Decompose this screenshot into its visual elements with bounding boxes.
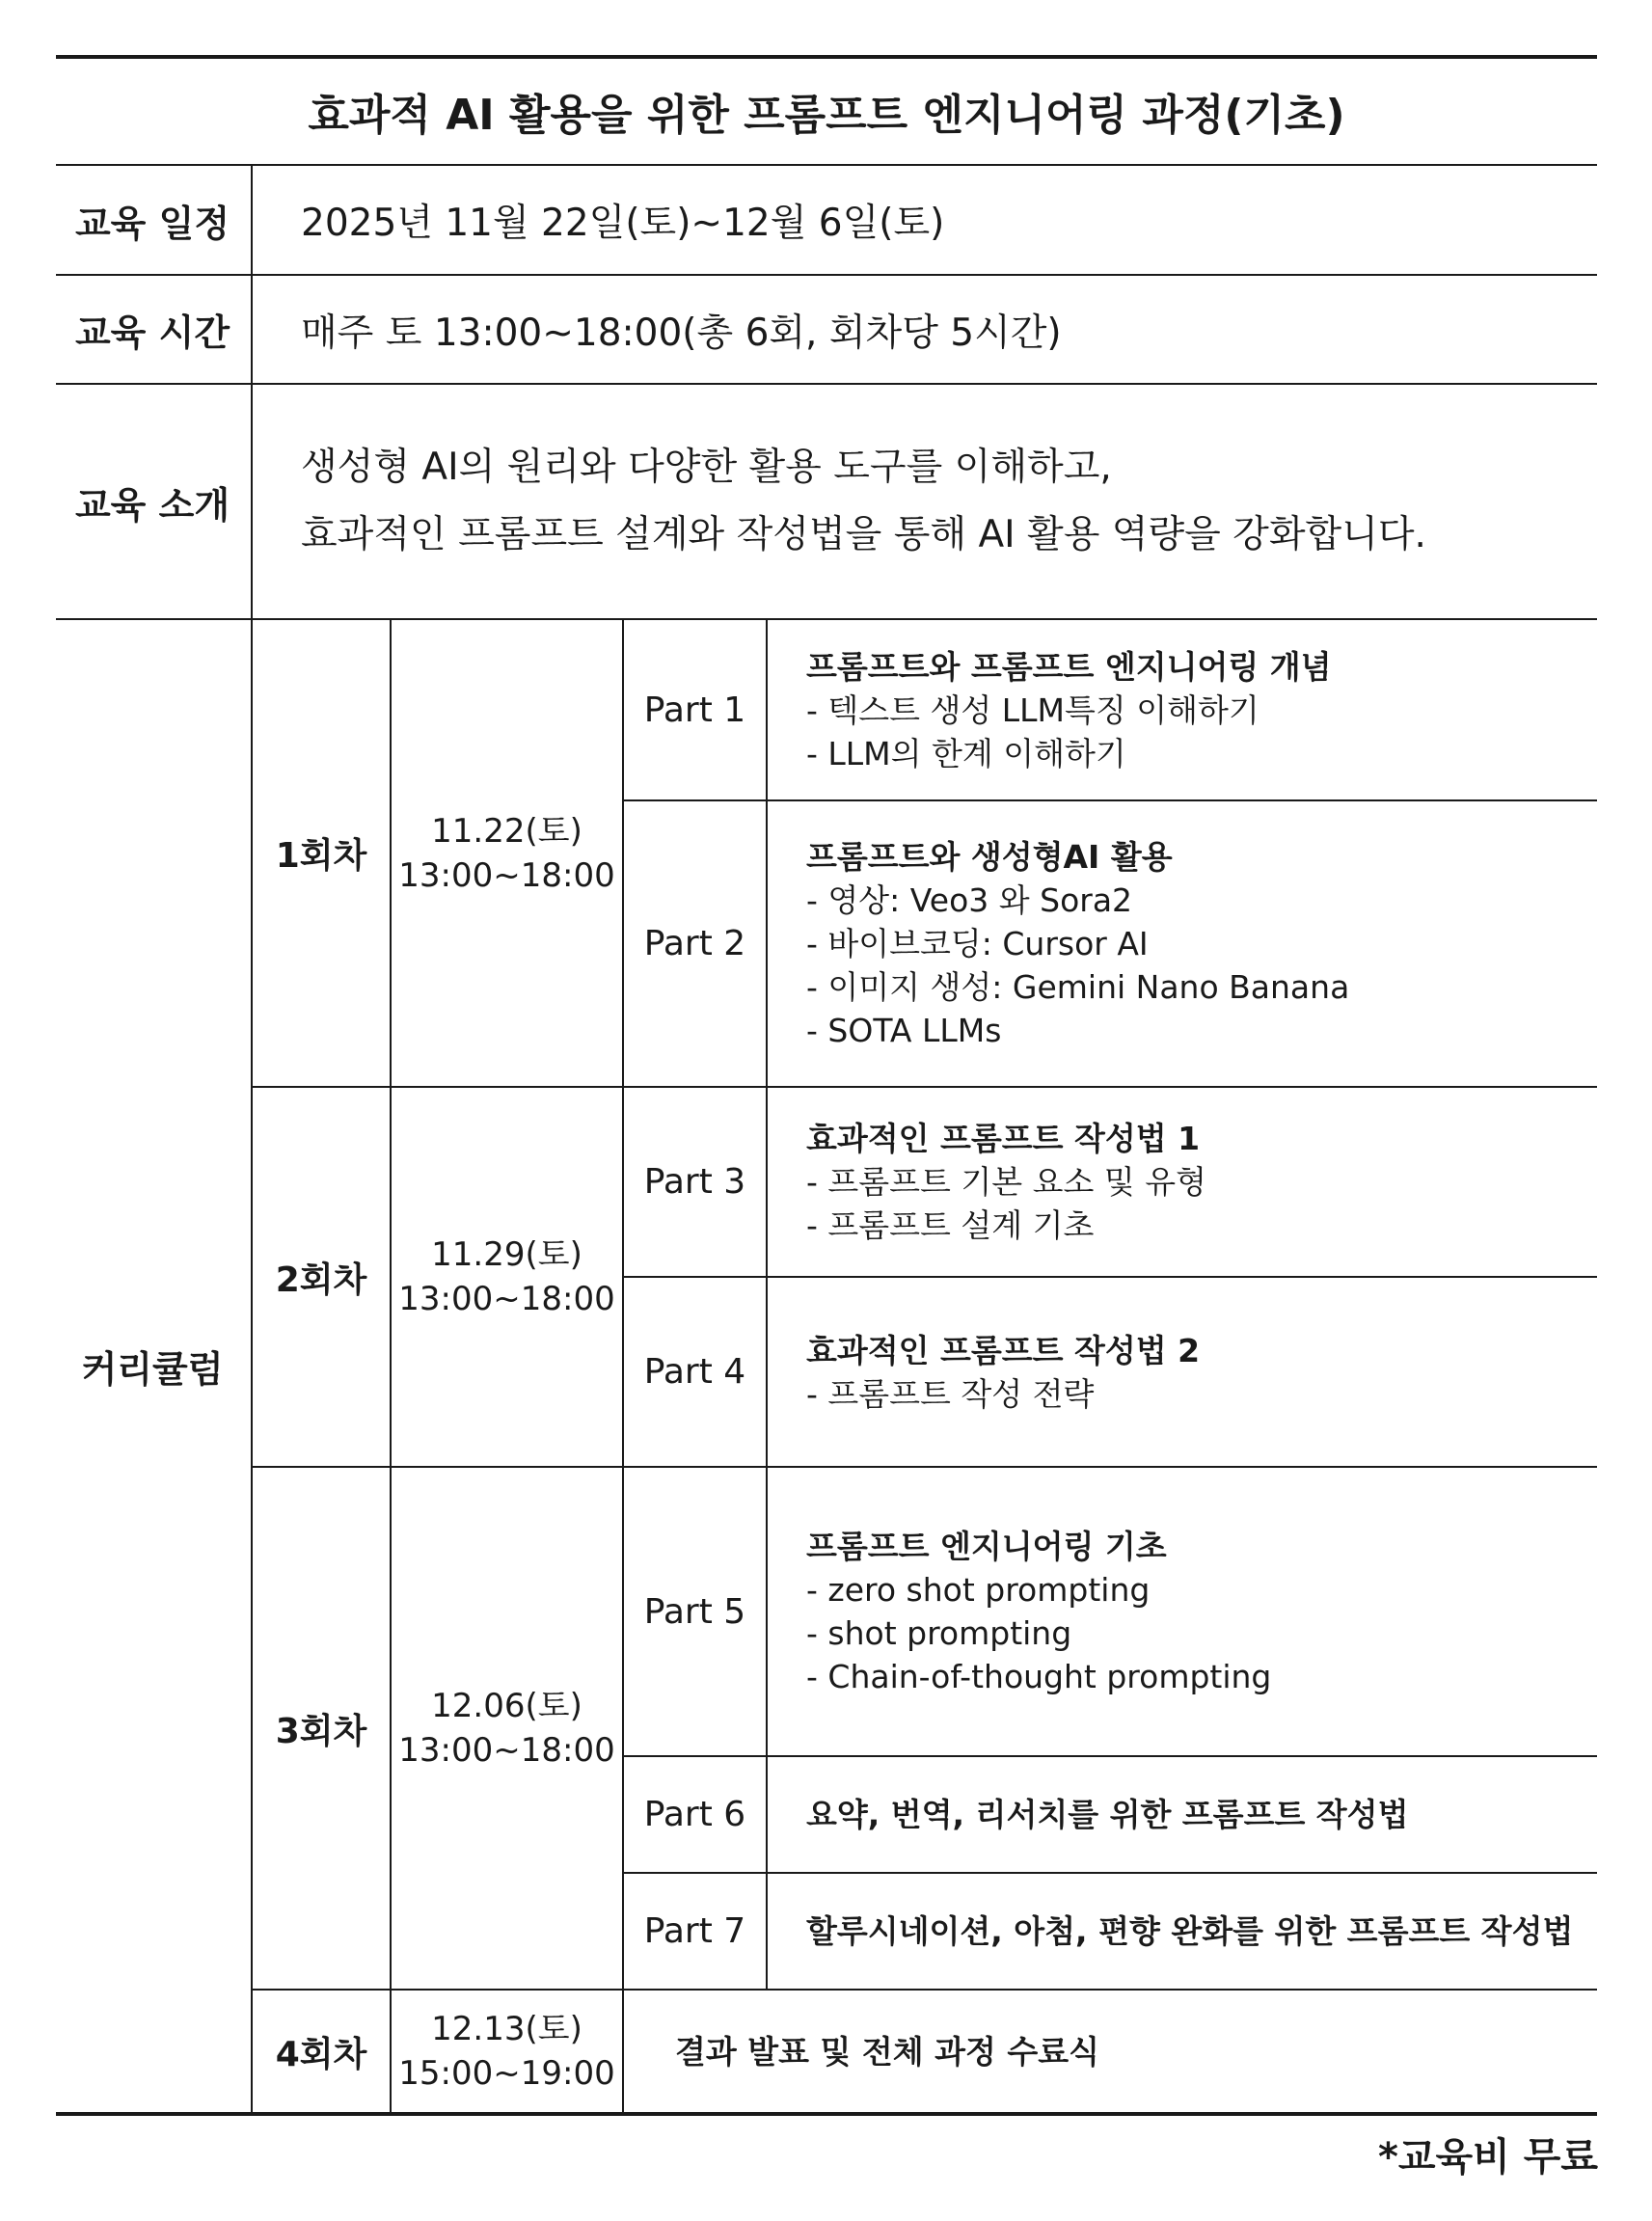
time-value: 매주 토 13:00~18:00(총 6회, 회차당 5시간)	[301, 311, 1062, 355]
session-name: 1회차	[275, 836, 367, 876]
schedule-label: 교육 일정	[74, 202, 230, 245]
part-label: Part 7	[643, 1911, 746, 1951]
part-title: 효과적인 프롬프트 작성법 2	[806, 1331, 1201, 1369]
part-bullet: - 바이브코딩: Cursor AI	[806, 925, 1149, 962]
part-content	[806, 1088, 1587, 1276]
part-title: 프롬프트와 프롬프트 엔지니어링 개념	[806, 647, 1332, 686]
part-title: 프롬프트 엔지니어링 기초	[806, 1528, 1167, 1565]
part-bullet: - LLM의 한계 이해하기	[806, 734, 1126, 772]
part-bullet: - Chain-of-thought prompting	[806, 1658, 1272, 1695]
part-bullet: - 텍스트 생성 LLM특징 이해하기	[806, 691, 1259, 729]
session-content	[675, 1991, 1582, 2112]
part-title: 프롬프트와 생성형AI 활용	[806, 838, 1173, 876]
part-bullet: - 프롬프트 작성 전략	[806, 1374, 1095, 1413]
part-bullet: - SOTA LLMs	[806, 1012, 1002, 1049]
part-content	[806, 1468, 1587, 1755]
column-divider	[766, 618, 768, 1991]
session-time: 13:00~18:00	[398, 1731, 615, 1770]
bottom-border	[56, 2112, 1597, 2116]
session-time: 15:00~19:00	[398, 2054, 615, 2093]
part-content	[806, 620, 1587, 799]
part-bullet: - 영상: Veo3 와 Sora2	[806, 881, 1133, 919]
session-day: 11.22(토)	[431, 811, 582, 851]
session-day: 12.13(토)	[431, 2010, 582, 2048]
session-name: 2회차	[275, 1259, 367, 1300]
session-date	[392, 620, 622, 1086]
tuition-footnote: *교육비 무료	[1377, 2134, 1598, 2180]
session-time: 13:00~18:00	[398, 1280, 615, 1318]
schedule-value: 2025년 11월 22일(토)~12월 6일(토)	[301, 202, 945, 245]
part-content	[806, 1874, 1592, 1989]
part-label: Part 4	[643, 1352, 746, 1392]
part-label: Part 6	[643, 1795, 746, 1834]
closing-ceremony-text: 결과 발표 및 전체 과정 수료식	[675, 2032, 1099, 2071]
part-label: Part 5	[643, 1591, 746, 1632]
session-date	[392, 1991, 622, 2112]
part-label: Part 1	[643, 690, 746, 730]
intro-label: 교육 소개	[74, 483, 230, 527]
intro-value	[301, 385, 1584, 618]
part-bullet: - 이미지 생성: Gemini Nano Banana	[806, 968, 1350, 1006]
time-label: 교육 시간	[74, 311, 230, 354]
session-name: 4회차	[275, 2034, 367, 2074]
part-label: Part 3	[643, 1162, 746, 1202]
part-content	[806, 1278, 1587, 1466]
part-bullet: - 프롬프트 기본 요소 및 유형	[806, 1163, 1207, 1201]
document-title: 효과적 AI 활용을 위한 프롬프트 엔지니어링 과정(기초)	[308, 91, 1345, 140]
part-title: 효과적인 프롬프트 작성법 1	[806, 1120, 1201, 1157]
intro-line: 효과적인 프롬프트 설계와 작성법을 통해 AI 활용 역량을 강화합니다.	[301, 513, 1426, 556]
session-name: 3회차	[275, 1711, 367, 1751]
session-date	[392, 1468, 622, 1989]
part-bullet: - 프롬프트 설계 기초	[806, 1206, 1095, 1244]
part-label: Part 2	[643, 924, 746, 963]
part-title: 요약, 번역, 리서치를 위한 프롬프트 작성법	[806, 1796, 1409, 1833]
intro-line: 생성형 AI의 원리와 다양한 활용 도구를 이해하고,	[301, 446, 1112, 489]
part-bullet: - zero shot prompting	[806, 1571, 1151, 1609]
part-bullet: - shot prompting	[806, 1614, 1072, 1652]
part-content	[806, 801, 1587, 1086]
part-content	[806, 1757, 1587, 1872]
part-title: 할루시네이션, 아첨, 편향 완화를 위한 프롬프트 작성법	[806, 1912, 1574, 1950]
session-time: 13:00~18:00	[398, 855, 615, 895]
session-day: 12.06(토)	[431, 1687, 582, 1725]
curriculum-label: 커리큘럼	[81, 1348, 224, 1391]
session-day: 11.29(토)	[431, 1235, 582, 1274]
session-date	[392, 1088, 622, 1466]
